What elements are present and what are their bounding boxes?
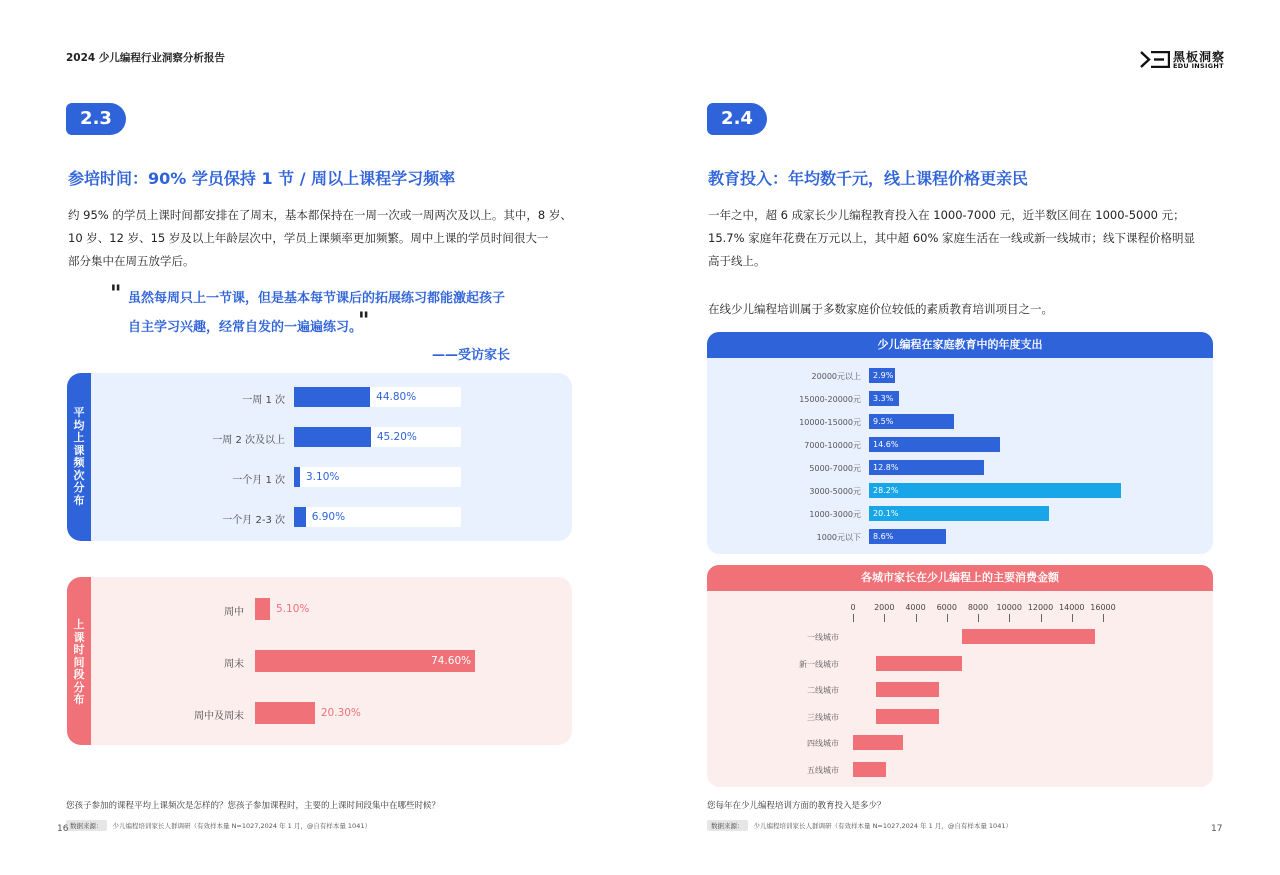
spend-bar-value: 3.3% (873, 394, 894, 403)
time-row-label: 周中 (224, 607, 244, 618)
city-category-label: 新一线城市 (799, 659, 839, 669)
freq-bar-value: 6.90% (311, 511, 346, 523)
spend-bar-value: 9.5% (873, 417, 894, 426)
freq-row-label: 一周 1 次 (242, 395, 285, 406)
x-tick-label: 14000 (1059, 603, 1085, 612)
x-tick-label: 10000 (996, 603, 1022, 612)
paragraph-line: 部分集中在周五放学后。 (68, 254, 195, 268)
x-tick-label: 4000 (905, 603, 926, 612)
city-range-bar (876, 709, 939, 724)
quote-open-mark: " (110, 282, 122, 307)
city-range-bar (876, 682, 939, 697)
x-tick-mark (1103, 614, 1104, 622)
freq-row-label: 一个月 1 次 (232, 475, 285, 486)
spend-bar-value: 12.8% (873, 463, 899, 472)
quote-line: 虽然每周只上一节课，但是基本每节课后的拓展练习都能激起孩子 (128, 291, 506, 306)
x-tick-label: 16000 (1090, 603, 1116, 612)
x-tick-label: 6000 (936, 603, 957, 612)
time-row-label: 周末 (224, 659, 244, 670)
data-source (707, 813, 1012, 832)
spend-bar (869, 483, 1121, 498)
x-tick-mark (978, 614, 979, 622)
time-slot-panel (67, 577, 572, 745)
city-range-bar (853, 735, 903, 750)
quote-line: 自主学习兴趣，经常自发的一遍遍练习。 (128, 320, 363, 335)
freq-bar-value: 3.10% (306, 471, 340, 483)
spend-category-label: 10000-15000元 (799, 418, 861, 427)
page-number: 17 (1211, 824, 1223, 834)
chart-title: 各城市家长在少儿编程上的主要消费金额 (707, 565, 1213, 591)
spend-category-label: 7000-10000元 (804, 441, 861, 450)
freq-bar (294, 387, 370, 407)
survey-question: 您每年在少儿编程培训方面的教育投入是多少？ (707, 801, 886, 811)
x-tick-label: 8000 (967, 603, 989, 612)
city-category-label: 五线城市 (807, 765, 839, 775)
x-tick-mark (947, 614, 948, 622)
time-bar-value: 74.60% (431, 655, 472, 667)
freq-row-label: 一周 2 次及以上 (212, 435, 285, 446)
source-text: 少儿编程培训家长人群调研（有效样本量 N=1027,2024 年 1 月，@自有样本量 1041） (112, 822, 371, 830)
survey-question: 您孩子参加的课程平均上课频次是怎样的？您孩子参加课程时，主要的上课时间段集中在哪些时候？ (66, 801, 441, 811)
source-badge: 数据来源： (66, 820, 107, 831)
spend-category-label: 5000-7000元 (809, 464, 861, 473)
freq-bar (294, 467, 300, 487)
logo-mark-icon (1140, 51, 1170, 68)
x-tick-mark (1072, 614, 1073, 622)
x-tick-label: 0 (850, 603, 856, 612)
page-number: 16 (57, 824, 69, 834)
panel-side-bar (67, 577, 91, 745)
panel-side-bar (67, 373, 91, 541)
city-range-bar (876, 656, 962, 671)
spend-category-label: 20000元以上 (811, 372, 861, 381)
x-tick-mark (853, 614, 854, 622)
section-heading: 教育投入：年均数千元，线上课程价格更亲民 (708, 169, 1029, 188)
paragraph-line: 15.7% 家庭年花费在万元以上，其中超 60% 家庭生活在一线或新一线城市；线下课程价格明显 (708, 231, 1196, 245)
spend-bar-value: 8.6% (873, 532, 894, 541)
city-category-label: 四线城市 (807, 739, 839, 748)
quote-attribution: ——受访家长 (432, 348, 511, 363)
x-tick-label: 2000 (874, 603, 895, 612)
spend-category-label: 3000-5000元 (809, 487, 861, 496)
city-category-label: 三线城市 (807, 712, 839, 722)
freq-bar (294, 427, 371, 447)
spend-category-label: 1000元以下 (816, 533, 861, 542)
section-number: 2.3 (66, 103, 126, 135)
freq-bar-value: 45.20% (376, 431, 417, 443)
time-bar-value: 20.30% (320, 707, 361, 719)
x-tick-mark (1009, 614, 1010, 622)
quote-close-mark: " (358, 309, 370, 334)
city-range-bar (962, 629, 1095, 644)
spend-category-label: 1000-3000元 (809, 510, 861, 519)
source-text: 少儿编程培训家长人群调研（有效样本量 N=1027,2024 年 1 月，@自有样本量 1041） (753, 822, 1012, 830)
paragraph-line: 高于线上。 (708, 254, 766, 268)
city-range-bar (853, 762, 886, 777)
spend-bar-value: 14.6% (873, 440, 899, 449)
section-number: 2.4 (707, 103, 767, 135)
panel-side-label: 平 均 上 课 频 次 分 布 (73, 406, 85, 507)
city-category-label: 二线城市 (807, 686, 839, 695)
data-source (66, 813, 371, 832)
chart-title: 少儿编程在家庭教育中的年度支出 (707, 332, 1213, 358)
brand-logo (1140, 47, 1230, 73)
freq-bar (294, 507, 306, 527)
report-title: 2024 少儿编程行业洞察分析报告 (66, 52, 225, 64)
x-tick-label: 12000 (1027, 603, 1054, 612)
frequency-panel (67, 373, 572, 541)
time-row-label: 周中及周末 (194, 711, 244, 722)
spend-category-label: 15000-20000元 (799, 395, 861, 404)
time-bar (255, 598, 270, 620)
time-bar (255, 702, 315, 724)
section-paragraph (708, 204, 1228, 273)
city-spending-chart (707, 565, 1213, 787)
spend-bar-value: 20.1% (873, 509, 899, 518)
paragraph-line: 一年之中，超 6 成家长少儿编程教育投入在 1000-7000 元，近半数区间在 1000-5000 元； (708, 208, 1185, 222)
sub-paragraph: 在线少儿编程培训属于多数家庭价位较低的素质教育培训项目之一。 (708, 302, 1053, 316)
panel-side-label: 上 课 时 间 段 分 布 (73, 618, 85, 706)
paragraph-line: 约 95% 的学员上课时间都安排在了周末，基本都保持在一周一次或一周两次及以上。其中，8 岁、 (68, 208, 572, 222)
spend-bar-value: 2.9% (873, 371, 894, 380)
freq-bar-value: 44.80% (376, 391, 417, 403)
annual-spending-chart (707, 332, 1213, 554)
x-tick-mark (1041, 614, 1042, 622)
spend-bar-value: 28.2% (873, 486, 899, 495)
logo-en: EDU INSIGHT (1173, 62, 1224, 70)
freq-row-label: 一个月 2-3 次 (222, 515, 285, 526)
x-tick-mark (916, 614, 917, 622)
city-category-label: 一线城市 (807, 633, 839, 642)
section-heading: 参培时间：90% 学员保持 1 节 / 周以上课程学习频率 (68, 169, 456, 188)
time-bar-value: 5.10% (276, 603, 310, 615)
source-badge: 数据来源： (707, 820, 748, 831)
section-paragraph (68, 204, 588, 273)
paragraph-line: 10 岁、12 岁、15 岁及以上年龄层次中，学员上课频率更加频繁。周中上课的学员时间很大一 (68, 231, 549, 245)
x-tick-mark (884, 614, 885, 622)
logo-cn: 黑板洞察 (1173, 50, 1226, 64)
